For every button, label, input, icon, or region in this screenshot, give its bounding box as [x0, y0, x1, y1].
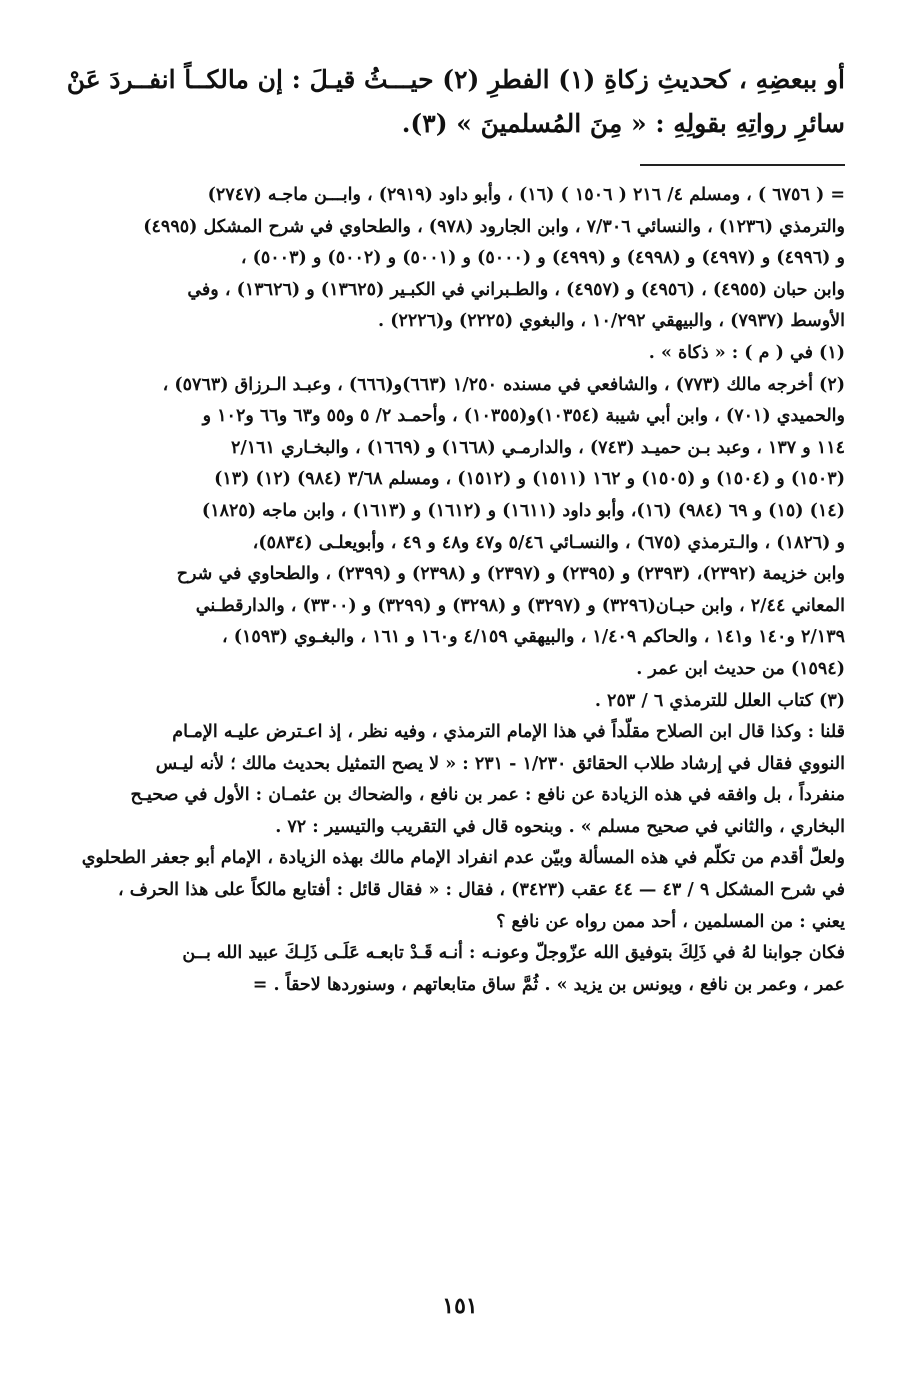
- footnote-line: وابن حبان (٤٩٥٥) ، (٤٩٥٦) و (٤٩٥٧) ، والطـبراني في الكبـير (١٣٦٢٥) و (١٣٦٢٦) ، وفي: [187, 279, 845, 300]
- footnote-line: المعاني ٢/٤٤ ، وابن حبـان(٣٢٩٦) و (٣٢٩٧) و (٣٢٩٨) و (٣٢٩٩) و (٣٣٠٠) ، والدارقطـني: [195, 595, 845, 616]
- page-content: [66, 58, 845, 1001]
- footnote-3: (٣) كتاب العلل للترمذي ٦ / ٢٥٣ .: [594, 690, 845, 711]
- footnote-line: ولعلّ أقدم من تكلّم في هذه المسألة وبيّن عدم انفراد الإمام مالك بهذه الزيادة ، الإمام أبو جعفر الطحلوي: [81, 848, 845, 869]
- main-text-line: أو ببعضِهِ ، كحديثِ زكاةِ (١) الفطرِ (٢) حيـــثُ قيـلَ : إن مالكــاً انفــردَ عَنْ: [66, 65, 845, 94]
- footnote-line: في شرح المشكل ٩ / ٤٣ — ٤٤ عقب (٣٤٢٣) ، فقال : « فقال قائل : أفتابع مالكاً على هذا الحرف ،: [118, 880, 845, 901]
- footnote-line: و (١٨٢٦) ، والـترمذي (٦٧٥) ، والنسـائي ٥/٤٦ و٤٧ و٤٨ و ٤٩ ، وأبويعلـى (٥٨٣٤)،: [252, 532, 845, 553]
- main-text: [66, 58, 845, 146]
- page-number: ١٥١: [442, 1293, 478, 1319]
- footnote-line: وابن خزيمة (٢٣٩٢)، (٢٣٩٣) و (٢٣٩٥) و (٢٣٩٧) و (٢٣٩٨) و (٢٣٩٩) ، والطحاوي في شرح: [176, 564, 845, 585]
- footnote-line: النووي فقال في إرشاد طلاب الحقائق ١/٢٣٠ - ٢٣١ : « لا يصح التمثيل بحديث مالك ؛ لأنه ليـس: [155, 753, 845, 774]
- footnote-line: (١٥٩٤) من حديث ابن عمر .: [636, 658, 845, 679]
- footnote-line: = ( ٦٧٥٦ ) ، ومسلم ٤/ ٢١٦ ( ١٥٠٦ ) (١٦) ، وأبو داود (٢٩١٩) ، وابـــن ماجـه (٢٧٤٧): [207, 185, 845, 205]
- footnote-line: والترمذي (١٢٣٦) ، والنسائي ٧/٣٠٦ ، وابن الجارود (٩٧٨) ، والطحاوي في شرح المشكل (٤٩٩٥): [143, 216, 845, 237]
- footnote-line: و (٤٩٩٦) و (٤٩٩٧) و (٤٩٩٨) و (٤٩٩٩) و (٥٠٠٠) و (٥٠٠١) و (٥٠٠٢) و (٥٠٠٣) ،: [240, 248, 845, 269]
- footnote-line: ١١٤ و ١٣٧ ، وعبد بـن حميـد (٧٤٣) ، والدارمـي (١٦٦٨) و (١٦٦٩) ، والبخـاري ٢/١٦١: [230, 437, 845, 458]
- footnote-separator: [640, 164, 845, 166]
- footnote-line: الأوسط (٧٩٣٧) ، والبيهقي ١٠/٢٩٢ ، والبغوي (٢٢٢٥) و(٢٢٢٦) .: [378, 311, 845, 332]
- footnote-line: ٢/١٣٩ و١٤٠ و١٤١ ، والحاكم ١/٤٠٩ ، والبيهقي ٤/١٥٩ و١٦٠ و ١٦١ ، والبغـوي (١٥٩٣) ،: [221, 627, 845, 648]
- footnote-line: (١٤) (١٥) و ٦٩ (٩٨٤) (١٦)، وأبو داود (١٦١١) و (١٦١٢) و (١٦١٣) ، وابن ماجه (١٨٢٥): [201, 500, 845, 521]
- footnote-line: والحميدي (٧٠١) ، وابن أبي شيبة (١٠٣٥٤)و(١٠٣٥٥) ، وأحمـد ٢/ ٥ و٥٥ و٦٣ و٦٦ و١٠٢ و: [202, 406, 845, 427]
- footnote-line: منفرداً ، بل وافقه في هذه الزيادة عن نافع : عمر بن نافع ، والضحاك بن عثمـان : الأول في صحيـح: [130, 785, 845, 806]
- footnote-line: يعني : من المسلمين ، أحد ممن رواه عن نافع ؟: [496, 911, 845, 932]
- footnote-line: (١٥٠٣) و (١٥٠٤) و (١٥٠٥) و ١٦٢ (١٥١١) و (١٥١٢) ، ومسلم ٣/٦٨ (٩٨٤) (١٢) (١٣): [214, 469, 845, 490]
- footnotes: [75, 180, 845, 1001]
- footnote-2: (٢) أخرجه مالك (٧٧٣) ، والشافعي في مسنده ١/٢٥٠ (٦٦٣)و(٦٦٦) ، وعبـد الـرزاق (٥٧٦٣) ،: [162, 374, 845, 395]
- main-text-line: سائرِ رواتِهِ بقولِهِ : « مِنَ المُسلمينَ » (٣).: [401, 109, 845, 138]
- footnote-line: البخاري ، والثاني في صحيح مسلم » . وبنحوه قال في التقريب والتيسير : ٧٢ .: [275, 816, 845, 837]
- footnote-line: فكان جوابنا لهُ في ذَلِكَ بتوفيق الله عزّوجلّ وعونـه : أنـه قَـدْ تابعـه عَلَـى ذَلِـكَ عبيد الله بــن: [182, 943, 845, 964]
- footnote-line: عمر ، وعمر بن نافع ، ويونس بن يزيد » . ثُمَّ ساق متابعاتهم ، وسنوردها لاحقاً . =: [252, 974, 845, 995]
- footnote-line: قلنا : وكذا قال ابن الصلاح مقلّداً في هذا الإمام الترمذي ، وفيه نظر ، إذ اعـترض عليـه الإمـام: [172, 722, 845, 743]
- footnote-1: (١) في ( م ) : « ذكاة » .: [648, 342, 845, 363]
